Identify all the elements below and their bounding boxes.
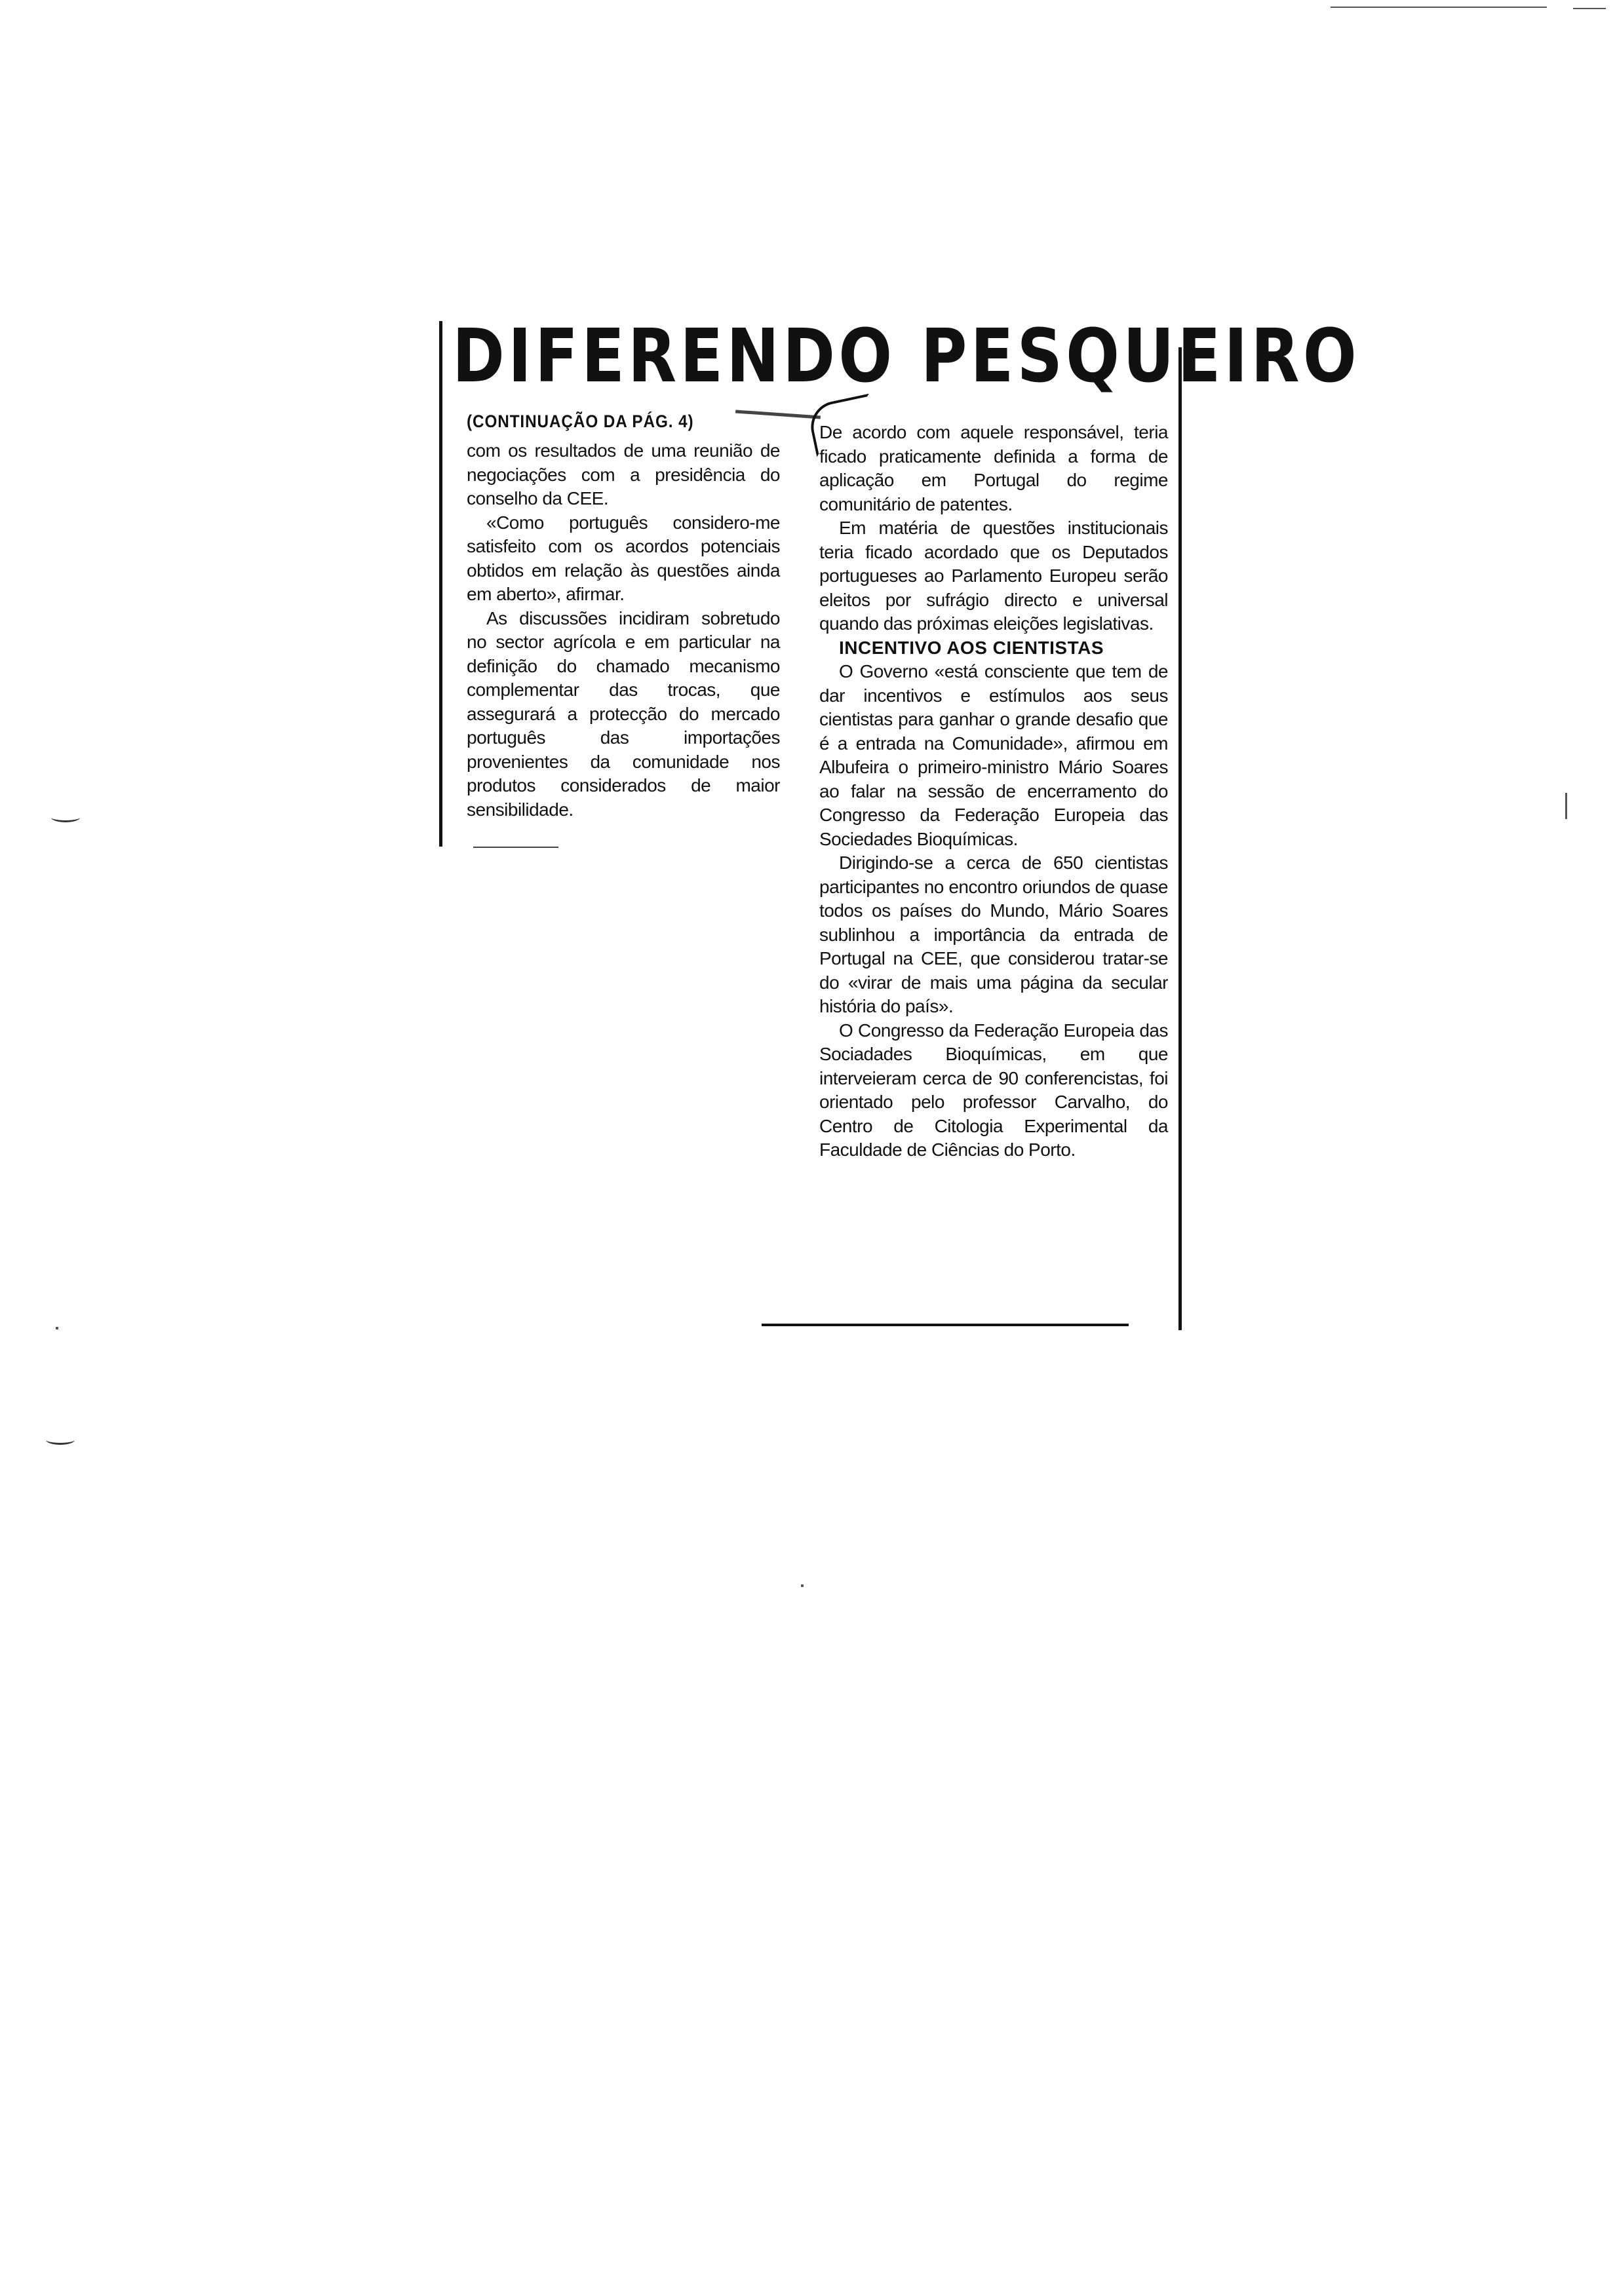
scan-edge-line xyxy=(1331,7,1547,8)
left-column xyxy=(467,439,780,822)
left-column-rule xyxy=(439,321,442,847)
speck xyxy=(801,1584,804,1587)
paragraph: com os resultados de uma reunião de negociações com a presidência do conselho da CEE. xyxy=(467,440,780,508)
headline: DIFERENDO PESQUEIRO xyxy=(452,314,1360,399)
paragraph: Dirigindo-se a cerca de 650 cientistas participantes no encontro oriundos de quase todos os países do Mundo, Mário Soares sublinhou a importância da entrada de Portugal na CEE, que considerou tratar-se do «virar de mais uma página da secular história do país». xyxy=(819,852,1168,1016)
speck xyxy=(1565,793,1567,819)
scan-edge-line-right xyxy=(1573,8,1606,9)
paragraph: O Congresso da Federação Europeia das Sociadades Bioquímicas, em que interveieram cerca de 90 conferencistas, foi orientado pelo professor Carvalho, do Centro de Citologia Experimental da Faculdade de Ciências do Porto. xyxy=(819,1020,1168,1160)
paragraph: As discussões incidiram sobretudo no sector agrícola e em particular na definição do chamado mecanismo complementar das trocas, que assegurará a protecção do mercado português das importações provenientes da comunidade nos produtos considerados de maior sensibilidade. xyxy=(467,607,780,820)
subheading: INCENTIVO AOS CIENTISTAS xyxy=(839,637,1104,658)
paragraph: «Como português considero-me satisfeito com os acordos potenciais obtidos em relação às questões ainda em aberto», afirmar. xyxy=(467,512,780,604)
speck xyxy=(56,1327,58,1330)
continued-from-label: (CONTINUAÇÃO DA PÁG. 4) xyxy=(467,411,694,431)
newspaper-clipping xyxy=(434,308,1360,1343)
right-column xyxy=(819,421,1168,1162)
column-end-dash xyxy=(473,847,558,848)
paragraph: O Governo «está consciente que tem de dar incentivos e estímulos aos seus cientistas para ganhar o grande desafio que é a entrada na Comunidade», afirmou em Albufeira o primeiro-ministro Mário Soares ao falar na sessão de encerramento do Congresso da Federação Europeia das Sociedades Bioquímicas. xyxy=(819,661,1168,849)
paragraph: De acordo com aquele responsável, teria ficado praticamente definida a forma de aplicação em Portugal do regime comunitário de patentes. xyxy=(819,422,1168,514)
paragraph: Em matéria de questões institucionais teria ficado acordado que os Deputados portugueses ao Parlamento Europeu serão eleitos por sufrágio directo e universal quando das próximas eleições legislativas. xyxy=(819,518,1168,634)
handwritten-dash xyxy=(735,410,821,419)
punch-hole-mark-upper xyxy=(51,813,80,822)
article-end-rule xyxy=(762,1324,1129,1326)
punch-hole-mark-lower xyxy=(46,1435,75,1445)
right-column-rule xyxy=(1178,347,1182,1330)
